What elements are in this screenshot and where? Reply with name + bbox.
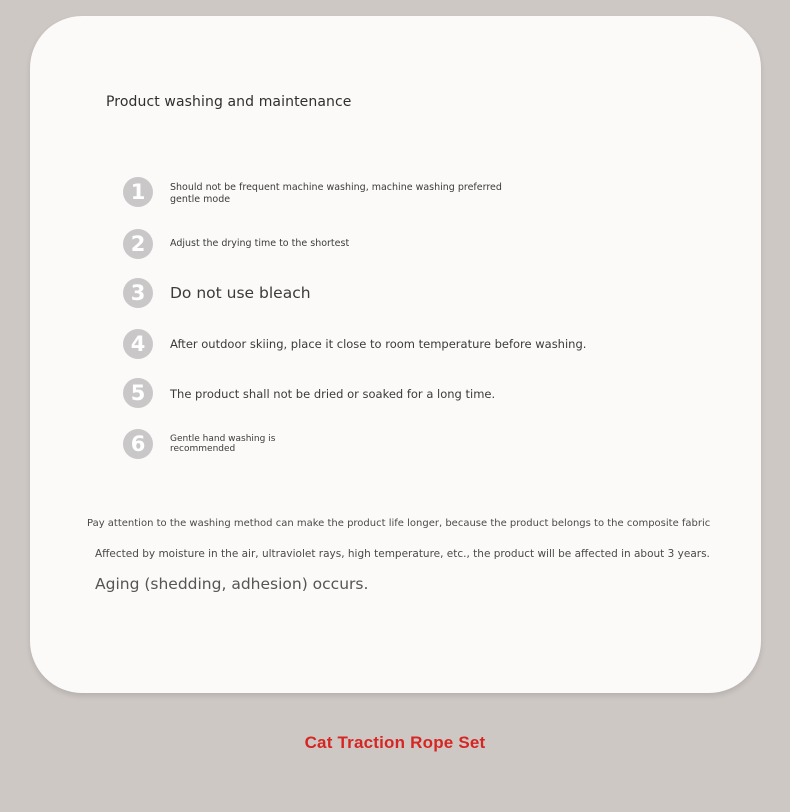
step-2-text: Adjust the drying time to the shortest — [170, 238, 350, 249]
care-note-2: Affected by moisture in the air, ultraviolet rays, high temperature, etc., the product will be affected in about 3 years. — [95, 548, 710, 560]
step-6-text: Gentle hand washing is recommended — [170, 434, 276, 454]
step-5-text: The product shall not be dried or soaked for a long time. — [170, 387, 496, 401]
number-3-badge: 3 — [123, 278, 153, 308]
number-2-badge: 2 — [123, 229, 153, 259]
care-note-1: Pay attention to the washing method can make the product life longer, because the product belongs to the composite fabric — [87, 518, 711, 529]
product-name-heading: Cat Traction Rope Set — [304, 733, 486, 752]
step-1 — [123, 177, 643, 213]
step-6 — [123, 429, 643, 465]
step-4 — [123, 329, 643, 365]
number-6-badge: 6 — [123, 429, 153, 459]
step-2 — [123, 229, 643, 265]
step-1-text: Should not be frequent machine washing, machine washing preferred gentle mode — [170, 182, 502, 205]
washing-instructions-card — [30, 16, 761, 693]
card-title: Product washing and maintenance — [106, 94, 352, 110]
care-note-3: Aging (shedding, adhesion) occurs. — [95, 575, 369, 593]
step-4-text: After outdoor skiing, place it close to room temperature before washing. — [170, 337, 587, 351]
step-5 — [123, 378, 643, 414]
step-3-text: Do not use bleach — [170, 284, 311, 302]
step-3 — [123, 278, 643, 314]
number-4-badge: 4 — [123, 329, 153, 359]
number-1-badge: 1 — [123, 177, 153, 207]
number-5-badge: 5 — [123, 378, 153, 408]
